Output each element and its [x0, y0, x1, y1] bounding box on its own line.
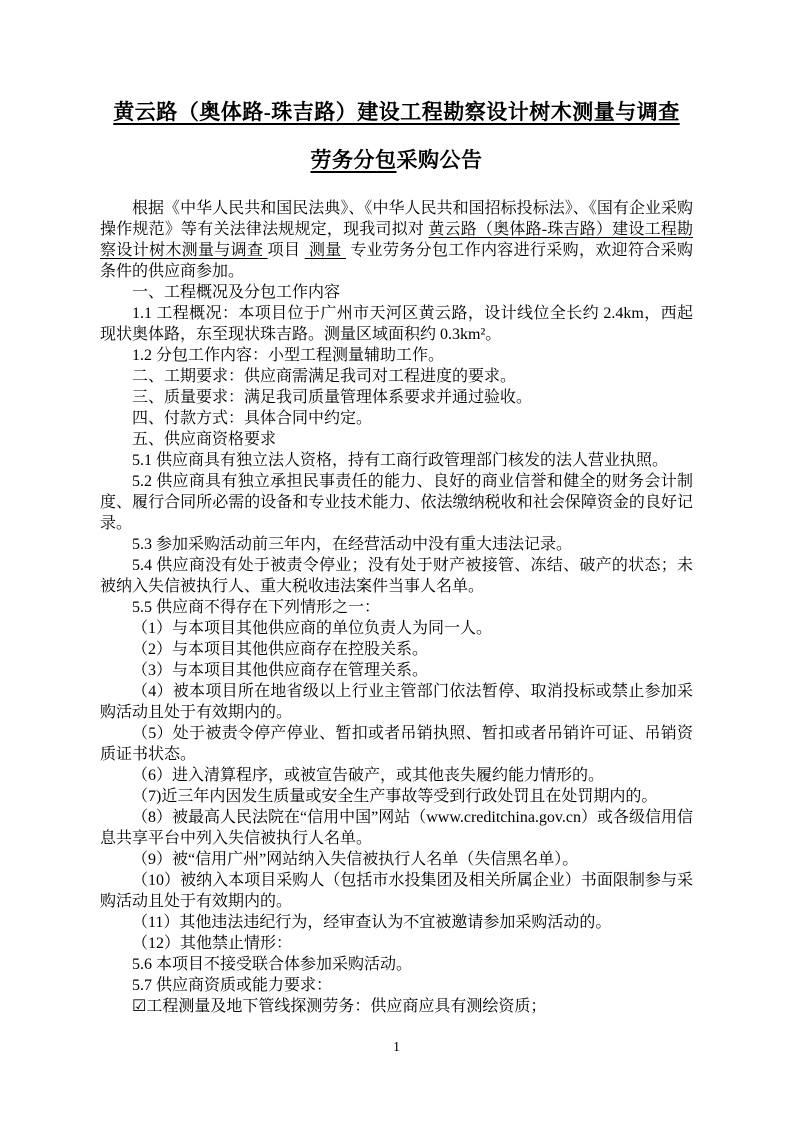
text-segment: 工程测量及地下管线探测劳务：供应商应具有测绘资质； — [146, 998, 547, 1015]
paragraph — [100, 723, 693, 765]
text-segment: 四、付款方式：具体合同中约定。 — [132, 410, 373, 427]
document-body — [100, 198, 693, 1017]
paragraph — [100, 912, 693, 933]
paragraph — [100, 597, 693, 618]
document-title-line2-underlined: 劳务分包 — [310, 148, 397, 172]
text-segment: 测量 — [304, 242, 346, 259]
text-segment: 专业劳务分包工作内容进行采购，欢迎符合采购条件的供应商参加。 — [100, 242, 693, 280]
text-segment: （10）被纳入本项目采购人（包括市水投集团及相关所属企业）书面限制参与采购活动且处于有效期内的。 — [100, 872, 693, 910]
paragraph — [100, 954, 693, 975]
text-segment: （5）处于被责令停产停业、暂扣或者吊销执照、暂扣或者吊销许可证、吊销资质证书状态。 — [100, 725, 693, 763]
paragraph — [100, 198, 693, 282]
text-segment: （3）与本项目其他供应商存在管理关系。 — [132, 662, 429, 679]
paragraph — [100, 429, 693, 450]
text-segment: 黄云路（奥体路-珠吉路）建设工程勘察设计树木测量与调查 — [100, 221, 693, 259]
text-segment: 一、工程概况及分包工作内容 — [132, 284, 341, 301]
text-segment: （12）其他禁止情形： — [132, 935, 293, 952]
paragraph — [100, 345, 693, 366]
text-segment: 五、供应商资格要求 — [132, 431, 277, 448]
text-segment: （7)近三年内因发生质量或安全生产事故等受到行政处罚且在处罚期内的。 — [132, 788, 658, 805]
document-title-line2 — [100, 136, 693, 184]
text-segment: （9）被“信用广州”网站纳入失信被执行人名单（失信黑名单）。 — [132, 851, 579, 868]
paragraph — [100, 408, 693, 429]
paragraph — [100, 933, 693, 954]
text-segment: 5.5 供应商不得存在下列情形之一： — [132, 599, 381, 616]
checkbox-checked-icon: ☑ — [132, 998, 147, 1015]
document-title-line2-plain: 采购公告 — [396, 148, 483, 172]
text-segment: （4）被本项目所在地省级以上行业主管部门依法暂停、取消投标或禁止参加采购活动且处于有效期内的。 — [100, 683, 693, 721]
paragraph — [100, 660, 693, 681]
paragraph — [100, 303, 693, 345]
text-segment: 三、质量要求：满足我司质量管理体系要求并通过验收。 — [132, 389, 533, 406]
paragraph — [100, 807, 693, 849]
text-segment: 5.4 供应商没有处于被责令停业；没有处于财产被接管、冻结、破产的状态；未被纳入失信被执行人、重大税收违法案件当事人名单。 — [100, 557, 693, 595]
text-segment: （6）进入清算程序，或被宣告破产，或其他丧失履约能力情形的。 — [132, 767, 605, 784]
text-segment: 5.7 供应商资质或能力要求： — [132, 977, 333, 994]
paragraph — [100, 639, 693, 660]
paragraph — [100, 534, 693, 555]
paragraph — [100, 618, 693, 639]
text-segment: 项目 — [267, 242, 305, 259]
paragraph — [100, 387, 693, 408]
paragraph — [100, 282, 693, 303]
paragraph — [100, 471, 693, 534]
paragraph — [100, 555, 693, 597]
text-segment: 5.1 供应商具有独立法人资格，持有工商行政管理部门核发的法人营业执照。 — [132, 452, 669, 469]
paragraph — [100, 681, 693, 723]
page-number: 1 — [393, 1040, 400, 1055]
text-segment: 二、工期要求：供应商需满足我司对工程进度的要求。 — [132, 368, 517, 385]
text-segment: （2）与本项目其他供应商存在控股关系。 — [132, 641, 429, 658]
document-title-line1: 黄云路（奥体路-珠吉路）建设工程勘察设计树木测量与调查 — [113, 100, 680, 124]
text-segment: 1.2 分包工作内容：小型工程测量辅助工作。 — [132, 347, 445, 364]
text-segment: 5.6 本项目不接受联合体参加采购活动。 — [132, 956, 413, 973]
paragraph — [100, 786, 693, 807]
paragraph — [100, 765, 693, 786]
text-segment: 5.3 参加采购活动前三年内，在经营活动中没有重大违法记录。 — [132, 536, 573, 553]
paragraph — [100, 450, 693, 471]
text-segment: （8）被最高人民法院在“信用中国”网站（www.creditchina.gov.cn）或各级信用信息共享平台中列入失信被执行人名单。 — [100, 809, 693, 847]
text-segment: 5.2 供应商具有独立承担民事责任的能力、良好的商业信誉和健全的财务会计制度、履行合同所必需的设备和专业技术能力、依法缴纳税收和社会保障资金的良好记录。 — [100, 473, 693, 532]
text-segment: （1）与本项目其他供应商的单位负责人为同一人。 — [132, 620, 493, 637]
paragraph — [100, 849, 693, 870]
paragraph — [100, 996, 693, 1017]
text-segment: 根据《中华人民共和国民法典》、《中华人民共和国招标投标法》、《国有企业采购操作规范》等有关法律法规规定，现我司拟对 — [100, 200, 693, 238]
paragraph — [100, 870, 693, 912]
paragraph — [100, 975, 693, 996]
document-title — [100, 88, 693, 136]
paragraph — [100, 366, 693, 387]
text-segment: （11）其他违法违纪行为，经审查认为不宜被邀请参加采购活动的。 — [132, 914, 612, 931]
text-segment: 1.1 工程概况：本项目位于广州市天河区黄云路，设计线位全长约 2.4km，西起现状奥体路，东至现状珠吉路。测量区域面积约 0.3km²。 — [100, 305, 693, 343]
